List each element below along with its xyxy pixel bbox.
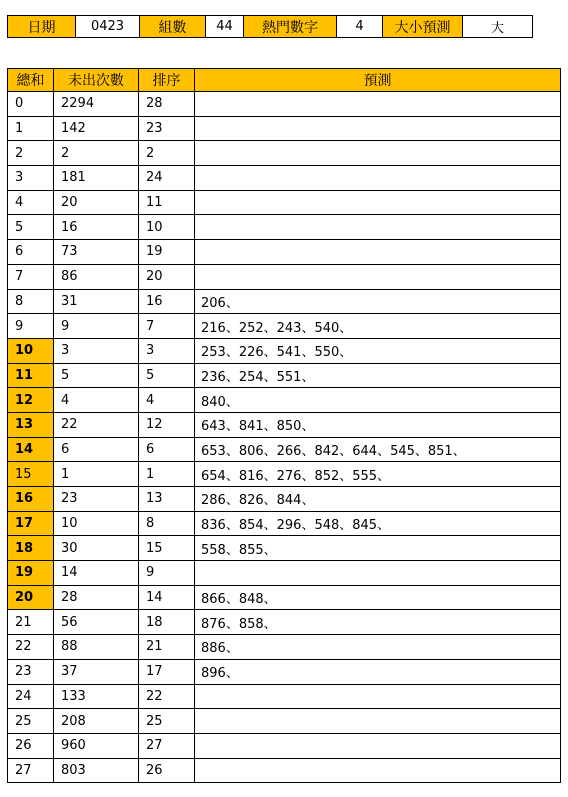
prediction-cell xyxy=(195,758,561,783)
table-header-row xyxy=(8,69,561,92)
date-value: 0423 xyxy=(76,16,140,38)
sum-cell: 9 xyxy=(8,314,54,339)
table-row xyxy=(8,709,561,734)
table-row xyxy=(8,264,561,289)
missed-count-cell: 2 xyxy=(54,141,139,166)
prediction-cell: 836、854、296、548、845、 xyxy=(195,511,561,536)
sum-cell: 17 xyxy=(8,511,54,536)
prediction-cell: 253、226、541、550、 xyxy=(195,338,561,363)
table-row xyxy=(8,758,561,783)
prediction-cell xyxy=(195,190,561,215)
table-row xyxy=(8,141,561,166)
missed-count-cell: 30 xyxy=(54,536,139,561)
table-row xyxy=(8,240,561,265)
rank-cell: 17 xyxy=(139,659,195,684)
sum-prediction-table xyxy=(7,68,561,783)
prediction-cell: 886、 xyxy=(195,635,561,660)
prediction-cell xyxy=(195,92,561,117)
rank-cell: 27 xyxy=(139,733,195,758)
header-rank: 排序 xyxy=(139,69,195,92)
prediction-cell xyxy=(195,733,561,758)
missed-count-cell: 960 xyxy=(54,733,139,758)
sum-cell: 25 xyxy=(8,709,54,734)
prediction-cell: 866、848、 xyxy=(195,585,561,610)
sum-cell: 10 xyxy=(8,338,54,363)
missed-count-cell: 208 xyxy=(54,709,139,734)
sum-cell: 22 xyxy=(8,635,54,660)
table-row xyxy=(8,412,561,437)
prediction-cell xyxy=(195,240,561,265)
missed-count-cell: 56 xyxy=(54,610,139,635)
prediction-cell: 286、826、844、 xyxy=(195,487,561,512)
rank-cell: 6 xyxy=(139,437,195,462)
rank-cell: 12 xyxy=(139,412,195,437)
table-row xyxy=(8,388,561,413)
prediction-cell: 840、 xyxy=(195,388,561,413)
rank-cell: 3 xyxy=(139,338,195,363)
rank-cell: 5 xyxy=(139,363,195,388)
table-row xyxy=(8,635,561,660)
rank-cell: 7 xyxy=(139,314,195,339)
sum-cell: 16 xyxy=(8,487,54,512)
missed-count-cell: 803 xyxy=(54,758,139,783)
prediction-cell: 206、 xyxy=(195,289,561,314)
table-row xyxy=(8,462,561,487)
prediction-cell xyxy=(195,264,561,289)
summary-bar xyxy=(7,15,533,38)
table-row xyxy=(8,487,561,512)
sum-cell: 18 xyxy=(8,536,54,561)
table-row xyxy=(8,166,561,191)
missed-count-cell: 5 xyxy=(54,363,139,388)
table-row xyxy=(8,659,561,684)
missed-count-cell: 142 xyxy=(54,116,139,141)
table-row xyxy=(8,215,561,240)
missed-count-cell: 37 xyxy=(54,659,139,684)
table-row xyxy=(8,610,561,635)
rank-cell: 28 xyxy=(139,92,195,117)
table-row xyxy=(8,363,561,388)
table-row xyxy=(8,116,561,141)
prediction-cell: 236、254、551、 xyxy=(195,363,561,388)
sum-cell: 3 xyxy=(8,166,54,191)
table-row xyxy=(8,536,561,561)
prediction-cell xyxy=(195,684,561,709)
sum-cell: 6 xyxy=(8,240,54,265)
sum-cell: 20 xyxy=(8,585,54,610)
table-row xyxy=(8,437,561,462)
header-prediction: 預測 xyxy=(195,69,561,92)
prediction-cell xyxy=(195,561,561,586)
prediction-cell: 896、 xyxy=(195,659,561,684)
missed-count-cell: 133 xyxy=(54,684,139,709)
table-row xyxy=(8,684,561,709)
rank-cell: 14 xyxy=(139,585,195,610)
missed-count-cell: 4 xyxy=(54,388,139,413)
sum-cell: 11 xyxy=(8,363,54,388)
missed-count-cell: 28 xyxy=(54,585,139,610)
prediction-cell: 558、855、 xyxy=(195,536,561,561)
sum-cell: 23 xyxy=(8,659,54,684)
missed-count-cell: 3 xyxy=(54,338,139,363)
missed-count-cell: 10 xyxy=(54,511,139,536)
sum-cell: 7 xyxy=(8,264,54,289)
sum-cell: 0 xyxy=(8,92,54,117)
missed-count-cell: 14 xyxy=(54,561,139,586)
rank-cell: 26 xyxy=(139,758,195,783)
sum-cell: 12 xyxy=(8,388,54,413)
sum-cell: 15 xyxy=(8,462,54,487)
prediction-cell: 216、252、243、540、 xyxy=(195,314,561,339)
missed-count-cell: 88 xyxy=(54,635,139,660)
rank-cell: 19 xyxy=(139,240,195,265)
table-row xyxy=(8,585,561,610)
missed-count-cell: 6 xyxy=(54,437,139,462)
hot-number-label: 熱門數字 xyxy=(244,16,337,38)
sum-cell: 8 xyxy=(8,289,54,314)
rank-cell: 21 xyxy=(139,635,195,660)
sum-cell: 19 xyxy=(8,561,54,586)
table-row xyxy=(8,511,561,536)
rank-cell: 8 xyxy=(139,511,195,536)
date-label: 日期 xyxy=(8,16,76,38)
rank-cell: 10 xyxy=(139,215,195,240)
missed-count-cell: 22 xyxy=(54,412,139,437)
rank-cell: 11 xyxy=(139,190,195,215)
sum-cell: 27 xyxy=(8,758,54,783)
missed-count-cell: 73 xyxy=(54,240,139,265)
table-row xyxy=(8,561,561,586)
header-sum: 總和 xyxy=(8,69,54,92)
rank-cell: 25 xyxy=(139,709,195,734)
prediction-cell xyxy=(195,166,561,191)
table-row xyxy=(8,314,561,339)
sum-cell: 26 xyxy=(8,733,54,758)
rank-cell: 9 xyxy=(139,561,195,586)
rank-cell: 13 xyxy=(139,487,195,512)
missed-count-cell: 2294 xyxy=(54,92,139,117)
prediction-cell xyxy=(195,709,561,734)
prediction-cell xyxy=(195,116,561,141)
table-row xyxy=(8,92,561,117)
missed-count-cell: 16 xyxy=(54,215,139,240)
header-missed-count: 未出次數 xyxy=(54,69,139,92)
rank-cell: 16 xyxy=(139,289,195,314)
table-row xyxy=(8,338,561,363)
rank-cell: 18 xyxy=(139,610,195,635)
rank-cell: 4 xyxy=(139,388,195,413)
prediction-cell xyxy=(195,215,561,240)
rank-cell: 1 xyxy=(139,462,195,487)
rank-cell: 15 xyxy=(139,536,195,561)
sum-cell: 21 xyxy=(8,610,54,635)
sum-cell: 5 xyxy=(8,215,54,240)
table-row xyxy=(8,289,561,314)
prediction-cell xyxy=(195,141,561,166)
group-count-value: 44 xyxy=(206,16,244,38)
missed-count-cell: 181 xyxy=(54,166,139,191)
sum-cell: 2 xyxy=(8,141,54,166)
missed-count-cell: 86 xyxy=(54,264,139,289)
sum-cell: 13 xyxy=(8,412,54,437)
rank-cell: 20 xyxy=(139,264,195,289)
rank-cell: 2 xyxy=(139,141,195,166)
group-count-label: 組數 xyxy=(140,16,206,38)
missed-count-cell: 23 xyxy=(54,487,139,512)
table-row xyxy=(8,733,561,758)
table-row xyxy=(8,190,561,215)
missed-count-cell: 9 xyxy=(54,314,139,339)
prediction-cell: 654、816、276、852、555、 xyxy=(195,462,561,487)
sum-cell: 24 xyxy=(8,684,54,709)
sum-cell: 4 xyxy=(8,190,54,215)
rank-cell: 22 xyxy=(139,684,195,709)
missed-count-cell: 31 xyxy=(54,289,139,314)
sum-cell: 1 xyxy=(8,116,54,141)
prediction-cell: 643、841、850、 xyxy=(195,412,561,437)
prediction-cell: 653、806、266、842、644、545、851、 xyxy=(195,437,561,462)
prediction-cell: 876、858、 xyxy=(195,610,561,635)
sum-cell: 14 xyxy=(8,437,54,462)
rank-cell: 24 xyxy=(139,166,195,191)
hot-number-value: 4 xyxy=(337,16,383,38)
rank-cell: 23 xyxy=(139,116,195,141)
size-prediction-value: 大 xyxy=(463,16,533,38)
missed-count-cell: 20 xyxy=(54,190,139,215)
missed-count-cell: 1 xyxy=(54,462,139,487)
size-prediction-label: 大小預測 xyxy=(383,16,463,38)
